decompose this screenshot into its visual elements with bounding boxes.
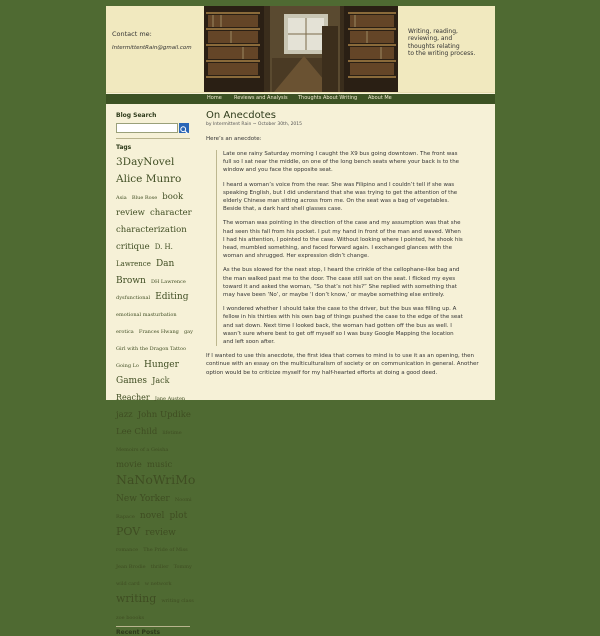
library-image	[204, 6, 398, 92]
tag-link[interactable]: wild card	[116, 580, 140, 587]
tagline-line: thoughts relating	[408, 42, 460, 50]
sidebar	[108, 112, 194, 636]
tag-link[interactable]: Girl with the Dragon Tattoo	[116, 345, 187, 352]
tag-link[interactable]: Alice Munro	[116, 172, 182, 185]
post-intro: Here’s an anecdote:	[206, 136, 262, 142]
tag-link[interactable]: Blue Rose	[131, 194, 158, 201]
nav-item-about[interactable]: About Me	[368, 95, 392, 101]
quote-paragraph: I heard a woman’s voice from the rear. She was Filipino and I couldn’t tell if she was speaking English, but I did understand that she was trying to get the attention of the elderly Chinese man sitting across from me. On the seat was a bag of vegetables. Beside that, a dark hard shell glasses case.	[223, 181, 458, 213]
tagline-line: to the writing process.	[408, 50, 476, 58]
tag-link[interactable]: 3DayNovel	[116, 156, 175, 168]
nav-item-reviews[interactable]: Reviews and Analysis	[234, 95, 288, 101]
tag-cloud	[116, 152, 194, 622]
tag-link[interactable]: music	[146, 460, 173, 471]
tag-link[interactable]: plot	[169, 510, 188, 521]
tag-link[interactable]: zoe boooks	[116, 614, 145, 621]
tag-link[interactable]: book review	[116, 191, 184, 219]
nav-item-thoughts[interactable]: Thoughts About Writing	[298, 95, 358, 101]
contact-email[interactable]: IntermittentRain@gmail.com	[112, 45, 192, 51]
tags-title: Tags	[116, 144, 132, 151]
post-meta: by Intermittent Rain ~ October 30th, 2015	[206, 122, 303, 127]
tag-link[interactable]: emotional masturbation	[116, 312, 177, 319]
quote-paragraph: The woman was pointing in the direction of the case and my assumption was that she had seen this fall from his pocket. I put my hand in front of the man and waved. When I had his attention, I pointed to the case. Without looking where I pointed, he shook his head, mumbled something, and faced forward again. I exchanged glances with the woman and shrugged. Her expression didn’t change.	[223, 220, 463, 260]
tag-link[interactable]: Going Lo	[116, 362, 139, 369]
tag-link[interactable]: characterization	[116, 225, 187, 236]
tag-link[interactable]: POV	[116, 524, 141, 538]
nav-item-home[interactable]: Home	[207, 95, 222, 101]
tag-link[interactable]: movie	[116, 460, 142, 471]
search-row	[108, 123, 194, 134]
tag-link[interactable]: New Yorker	[116, 493, 170, 504]
search-button[interactable]	[179, 123, 189, 133]
sidebar-divider	[116, 626, 190, 627]
tag-link[interactable]: character	[150, 208, 192, 219]
tag-link[interactable]: John Updike	[137, 409, 191, 420]
tag-link[interactable]: Jack Reacher	[116, 376, 170, 403]
tag-link[interactable]: Editing	[155, 292, 189, 303]
quote-paragraph: I wondered whether I should take the case to the driver, but the bus was filling up. A fellow in his thirties with his own bag of things pushed the case to the edge of the seat and sat down. Next time I looked back, the woman had gotten off the bus as well. I wasn’t sure where best to get off myself so I was busy Google Mapping the location and left soon after.	[223, 306, 463, 346]
tag-link[interactable]: romance	[116, 547, 139, 554]
quote-paragraph: Late one rainy Saturday morning I caught the X9 bus going downtown. The front was full so I sat near the middle, on one of the long bench seats where your back is to the window and you face the opposite seat.	[223, 151, 460, 174]
tag-link[interactable]: review	[145, 527, 176, 538]
tag-link[interactable]: lifetime	[162, 429, 182, 436]
tag-link[interactable]: Tommy	[173, 564, 192, 571]
tag-link[interactable]: w network	[144, 580, 172, 587]
tag-link[interactable]: Hunger Games	[116, 359, 179, 387]
page	[106, 6, 495, 636]
tag-link[interactable]: Dan Brown	[116, 258, 175, 286]
tag-link[interactable]: The Pride of Miss Jean Brodie	[116, 547, 188, 571]
post-title[interactable]: On Anecdotes	[206, 110, 276, 121]
header-library-photo	[204, 6, 398, 92]
tag-link[interactable]: Frances Hwang	[138, 328, 179, 335]
tag-link[interactable]: Noomi Rapace	[116, 496, 192, 520]
post	[206, 110, 492, 377]
recent-posts-title: Recent Posts	[116, 629, 161, 636]
tag-link[interactable]: Jane Austen	[154, 396, 186, 403]
search-icon	[179, 125, 189, 135]
tag-link[interactable]: Lee Child	[116, 426, 158, 437]
search-title: Blog Search	[116, 112, 157, 119]
main-nav	[106, 94, 495, 104]
tag-link[interactable]: novel	[139, 510, 165, 521]
sidebar-divider	[116, 138, 190, 139]
site-header	[106, 6, 495, 93]
tag-link[interactable]: NaNoWriMo	[116, 472, 196, 488]
blockquote	[216, 150, 463, 346]
tag-link[interactable]: gay	[183, 328, 193, 335]
tag-link[interactable]: Asia	[116, 194, 127, 201]
tag-link[interactable]: writing	[116, 591, 157, 605]
tag-link[interactable]: writing class	[161, 597, 194, 604]
post-paragraph: If I wanted to use this anecdote, the first idea that comes to mind is to use it as an opening, then continue with an essay on the multiculturalism of society or on communication in general. Another option would be to criticize myself for my half-hearted efforts at doing a good deed.	[206, 353, 479, 376]
tag-link[interactable]: jazz	[116, 409, 133, 420]
tagline	[408, 28, 492, 58]
tagline-line: Writing, reading,	[408, 28, 458, 35]
contact-label: Contact me:	[112, 30, 152, 38]
tag-link[interactable]: D. H. Lawrence	[116, 242, 173, 268]
search-input[interactable]	[116, 123, 178, 133]
tagline-line: reviewing, and	[408, 35, 453, 43]
tag-link[interactable]: thriller	[150, 564, 169, 571]
contact-block	[112, 30, 204, 51]
tag-link[interactable]: critique	[116, 241, 150, 252]
tag-link[interactable]: dysfunctional	[116, 295, 151, 302]
tag-link[interactable]: DH Lawrence	[150, 278, 186, 285]
tag-link[interactable]: Memoirs of a Geisha	[116, 446, 169, 453]
quote-paragraph: As the bus slowed for the next stop, I heard the crinkle of the cellophane-like bag and the man walked past me to the door. The case still sat on the seat. I flicked my eyes toward it and asked the woman, “So that’s not his?” She replied with something that may have been ‘No’, or maybe ‘I don’t know,’ or maybe something else entirely.	[223, 267, 460, 299]
tag-link[interactable]: erotica	[116, 328, 134, 335]
